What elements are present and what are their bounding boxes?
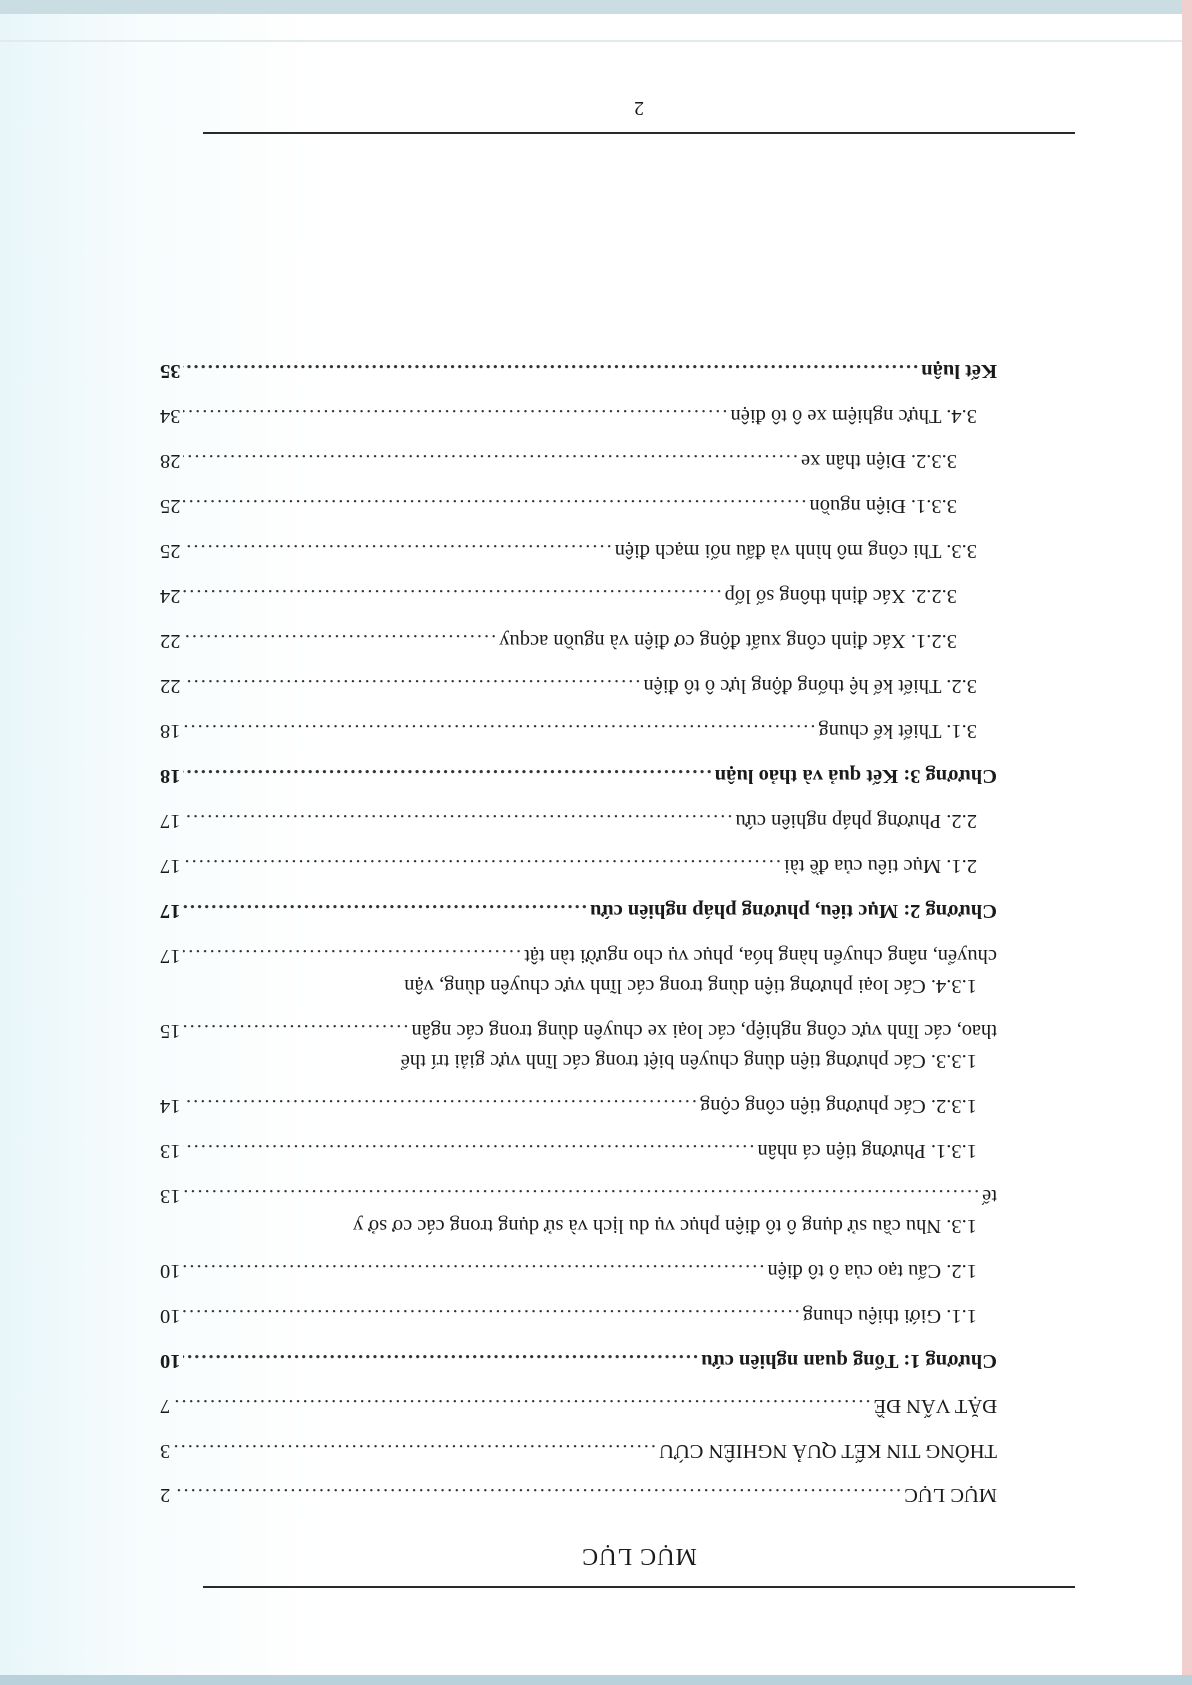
toc-entry-label: ĐẶT VẤN ĐỀ: [873, 1395, 997, 1417]
toc-entry-label: 1.3.2. Các phương tiện công cộng: [699, 1095, 977, 1117]
toc-entry-page: 22: [160, 630, 181, 652]
toc-entry-label: 2.1. Mục tiêu của đề tài: [784, 855, 977, 877]
toc-entry-page: 18: [160, 765, 181, 787]
dot-leader: [184, 491, 807, 521]
toc-entry[interactable]: [160, 1346, 997, 1376]
toc-entry-page: 17: [160, 945, 181, 967]
dot-leader: [184, 671, 641, 701]
toc-entry-label: tế: [982, 1185, 997, 1207]
dot-leader: [184, 1016, 409, 1046]
toc-entry[interactable]: [160, 1016, 997, 1046]
toc-entry-page: 10: [160, 1305, 181, 1327]
dot-leader: [184, 401, 728, 431]
toc-entry-page: 10: [160, 1350, 181, 1372]
toc-entry[interactable]: [160, 581, 957, 611]
dot-leader: [173, 1480, 901, 1510]
toc-entry-page: 17: [160, 900, 181, 922]
toc-entry[interactable]: [160, 1181, 997, 1211]
toc-entry[interactable]: [160, 1091, 977, 1121]
dot-leader: [184, 446, 799, 476]
page-number: 2: [634, 97, 644, 119]
toc-entry-page: 28: [160, 450, 181, 472]
toc-entry[interactable]: [160, 806, 977, 836]
dot-leader: [184, 896, 587, 926]
toc-entry-label: 3.3. Thi công mô hình và đấu nối mạch điện: [614, 540, 977, 562]
toc-entry[interactable]: [160, 761, 997, 791]
toc-entry-label: 1.2. Cấu tạo của ô tô điện: [767, 1260, 977, 1282]
toc-entry-label: THÔNG TIN KẾT QUẢ NGHIÊN CỨU: [659, 1440, 997, 1462]
dot-leader: [184, 1181, 980, 1211]
toc-entry-page: 14: [160, 1095, 181, 1117]
toc-entry-page: 15: [160, 1020, 181, 1042]
dot-leader: [184, 1136, 755, 1166]
toc-entry-page: 13: [160, 1185, 181, 1207]
toc-entry-label: chuyển, nâng chuyển hàng hóa, phục vụ cho người tàn tật: [524, 945, 997, 967]
toc-entry[interactable]: [160, 626, 957, 656]
dot-leader: [184, 626, 497, 656]
toc-entry-label: 3.2. Thiết kế hệ thống động lực ô tô điện: [643, 675, 977, 697]
toc-entry-page: 22: [160, 675, 181, 697]
dot-leader: [184, 536, 612, 566]
toc-entry-page: 13: [160, 1140, 181, 1162]
toc-entry[interactable]: [160, 356, 997, 386]
toc-entry-label: Chương 2: Mục tiêu, phương pháp nghiên cứu: [589, 900, 997, 922]
toc-entry[interactable]: [160, 1391, 997, 1421]
toc-entry-label: 1.1. Giới thiệu chung: [802, 1305, 977, 1327]
dot-leader: [184, 581, 722, 611]
toc-entry[interactable]: [160, 446, 957, 476]
toc-entry-wrapped-line: 1.3. Nhu cầu sử dụng ô tô điện phục vụ du lịch và sử dụng trong các cơ sở y: [352, 1215, 977, 1237]
toc-entry[interactable]: [160, 1136, 977, 1166]
toc-entry-label: 1.3.1. Phương tiện cá nhân: [757, 1140, 977, 1162]
toc-entry-label: 3.1. Thiết kế chung: [818, 720, 977, 742]
page-title: MỤC LỤC: [581, 1543, 697, 1569]
toc-entry-page: 10: [160, 1260, 181, 1282]
toc-entry-page: 25: [160, 540, 181, 562]
toc-entry-label: Chương 1: Tổng quan nghiên cứu: [701, 1350, 997, 1372]
toc-entry-page: 35: [160, 360, 181, 382]
toc-entry[interactable]: [160, 536, 977, 566]
toc-entry-label: 3.4. Thực nghiệm xe ô tô điện: [730, 405, 977, 427]
toc-entry-page: 7: [160, 1395, 171, 1417]
toc-entry-page: 2: [160, 1484, 171, 1506]
dot-leader: [184, 1256, 765, 1286]
dot-leader: [184, 761, 712, 791]
dot-leader: [184, 1091, 697, 1121]
toc-entry[interactable]: [160, 1480, 997, 1510]
toc-entry[interactable]: [160, 896, 997, 926]
toc-entry-page: 24: [160, 585, 181, 607]
dot-leader: [173, 1436, 656, 1466]
toc-entry[interactable]: [160, 716, 977, 746]
toc-entry-label: Kết luận: [921, 360, 997, 382]
dot-leader: [184, 716, 816, 746]
toc-entry[interactable]: [160, 851, 977, 881]
dot-leader: [173, 1391, 870, 1421]
toc-entry-label: MỤC LỤC: [904, 1484, 997, 1506]
toc-entry-label: Chương 3: Kết quả và thảo luận: [714, 765, 997, 787]
dot-leader: [184, 1346, 699, 1376]
dot-leader: [184, 941, 522, 971]
toc-entry[interactable]: [160, 1256, 977, 1286]
toc-entry-label: 3.2.2. Xác định thông số lốp: [724, 585, 957, 607]
dot-leader: [184, 806, 733, 836]
toc-entry[interactable]: [160, 1436, 997, 1466]
toc-entry-label: 2.2. Phương pháp nghiên cứu: [735, 810, 977, 832]
dot-leader: [184, 356, 919, 386]
toc-entry-label: 3.3.1. Điện nguồn: [809, 495, 957, 517]
toc-entry-page: 34: [160, 405, 181, 427]
dot-leader: [184, 1301, 800, 1331]
toc-entry-label: 3.3.2. Điện thân xe: [801, 450, 957, 472]
toc-entry[interactable]: [160, 1301, 977, 1331]
toc-entry[interactable]: [160, 671, 977, 701]
toc-entry-page: 17: [160, 855, 181, 877]
toc-entry[interactable]: [160, 401, 977, 431]
toc-entry[interactable]: [160, 491, 957, 521]
top-rule: [203, 1586, 1075, 1588]
toc-entry-wrapped-line: 1.3.4. Các loại phương tiện dùng trong các lĩnh vực chuyên dùng, vận: [404, 975, 977, 997]
toc-entry[interactable]: [160, 941, 997, 971]
toc-entry-page: 3: [160, 1440, 171, 1462]
bottom-rule: [203, 132, 1075, 134]
toc-entry-label: 3.2.1. Xác định công xuất động cơ điện và nguồn acquy: [499, 630, 957, 652]
toc-entry-page: 25: [160, 495, 181, 517]
dot-leader: [184, 851, 782, 881]
toc-entry-page: 18: [160, 720, 181, 742]
toc-entry-label: thao, các lĩnh vực công nghiệp, các loại xe chuyên dùng trong các ngân: [411, 1020, 997, 1042]
toc-entry-wrapped-line: 1.3.3. Các phương tiện dùng chuyên biệt trong các lĩnh vực giải trí thể: [400, 1050, 977, 1072]
toc-entry-page: 17: [160, 810, 181, 832]
